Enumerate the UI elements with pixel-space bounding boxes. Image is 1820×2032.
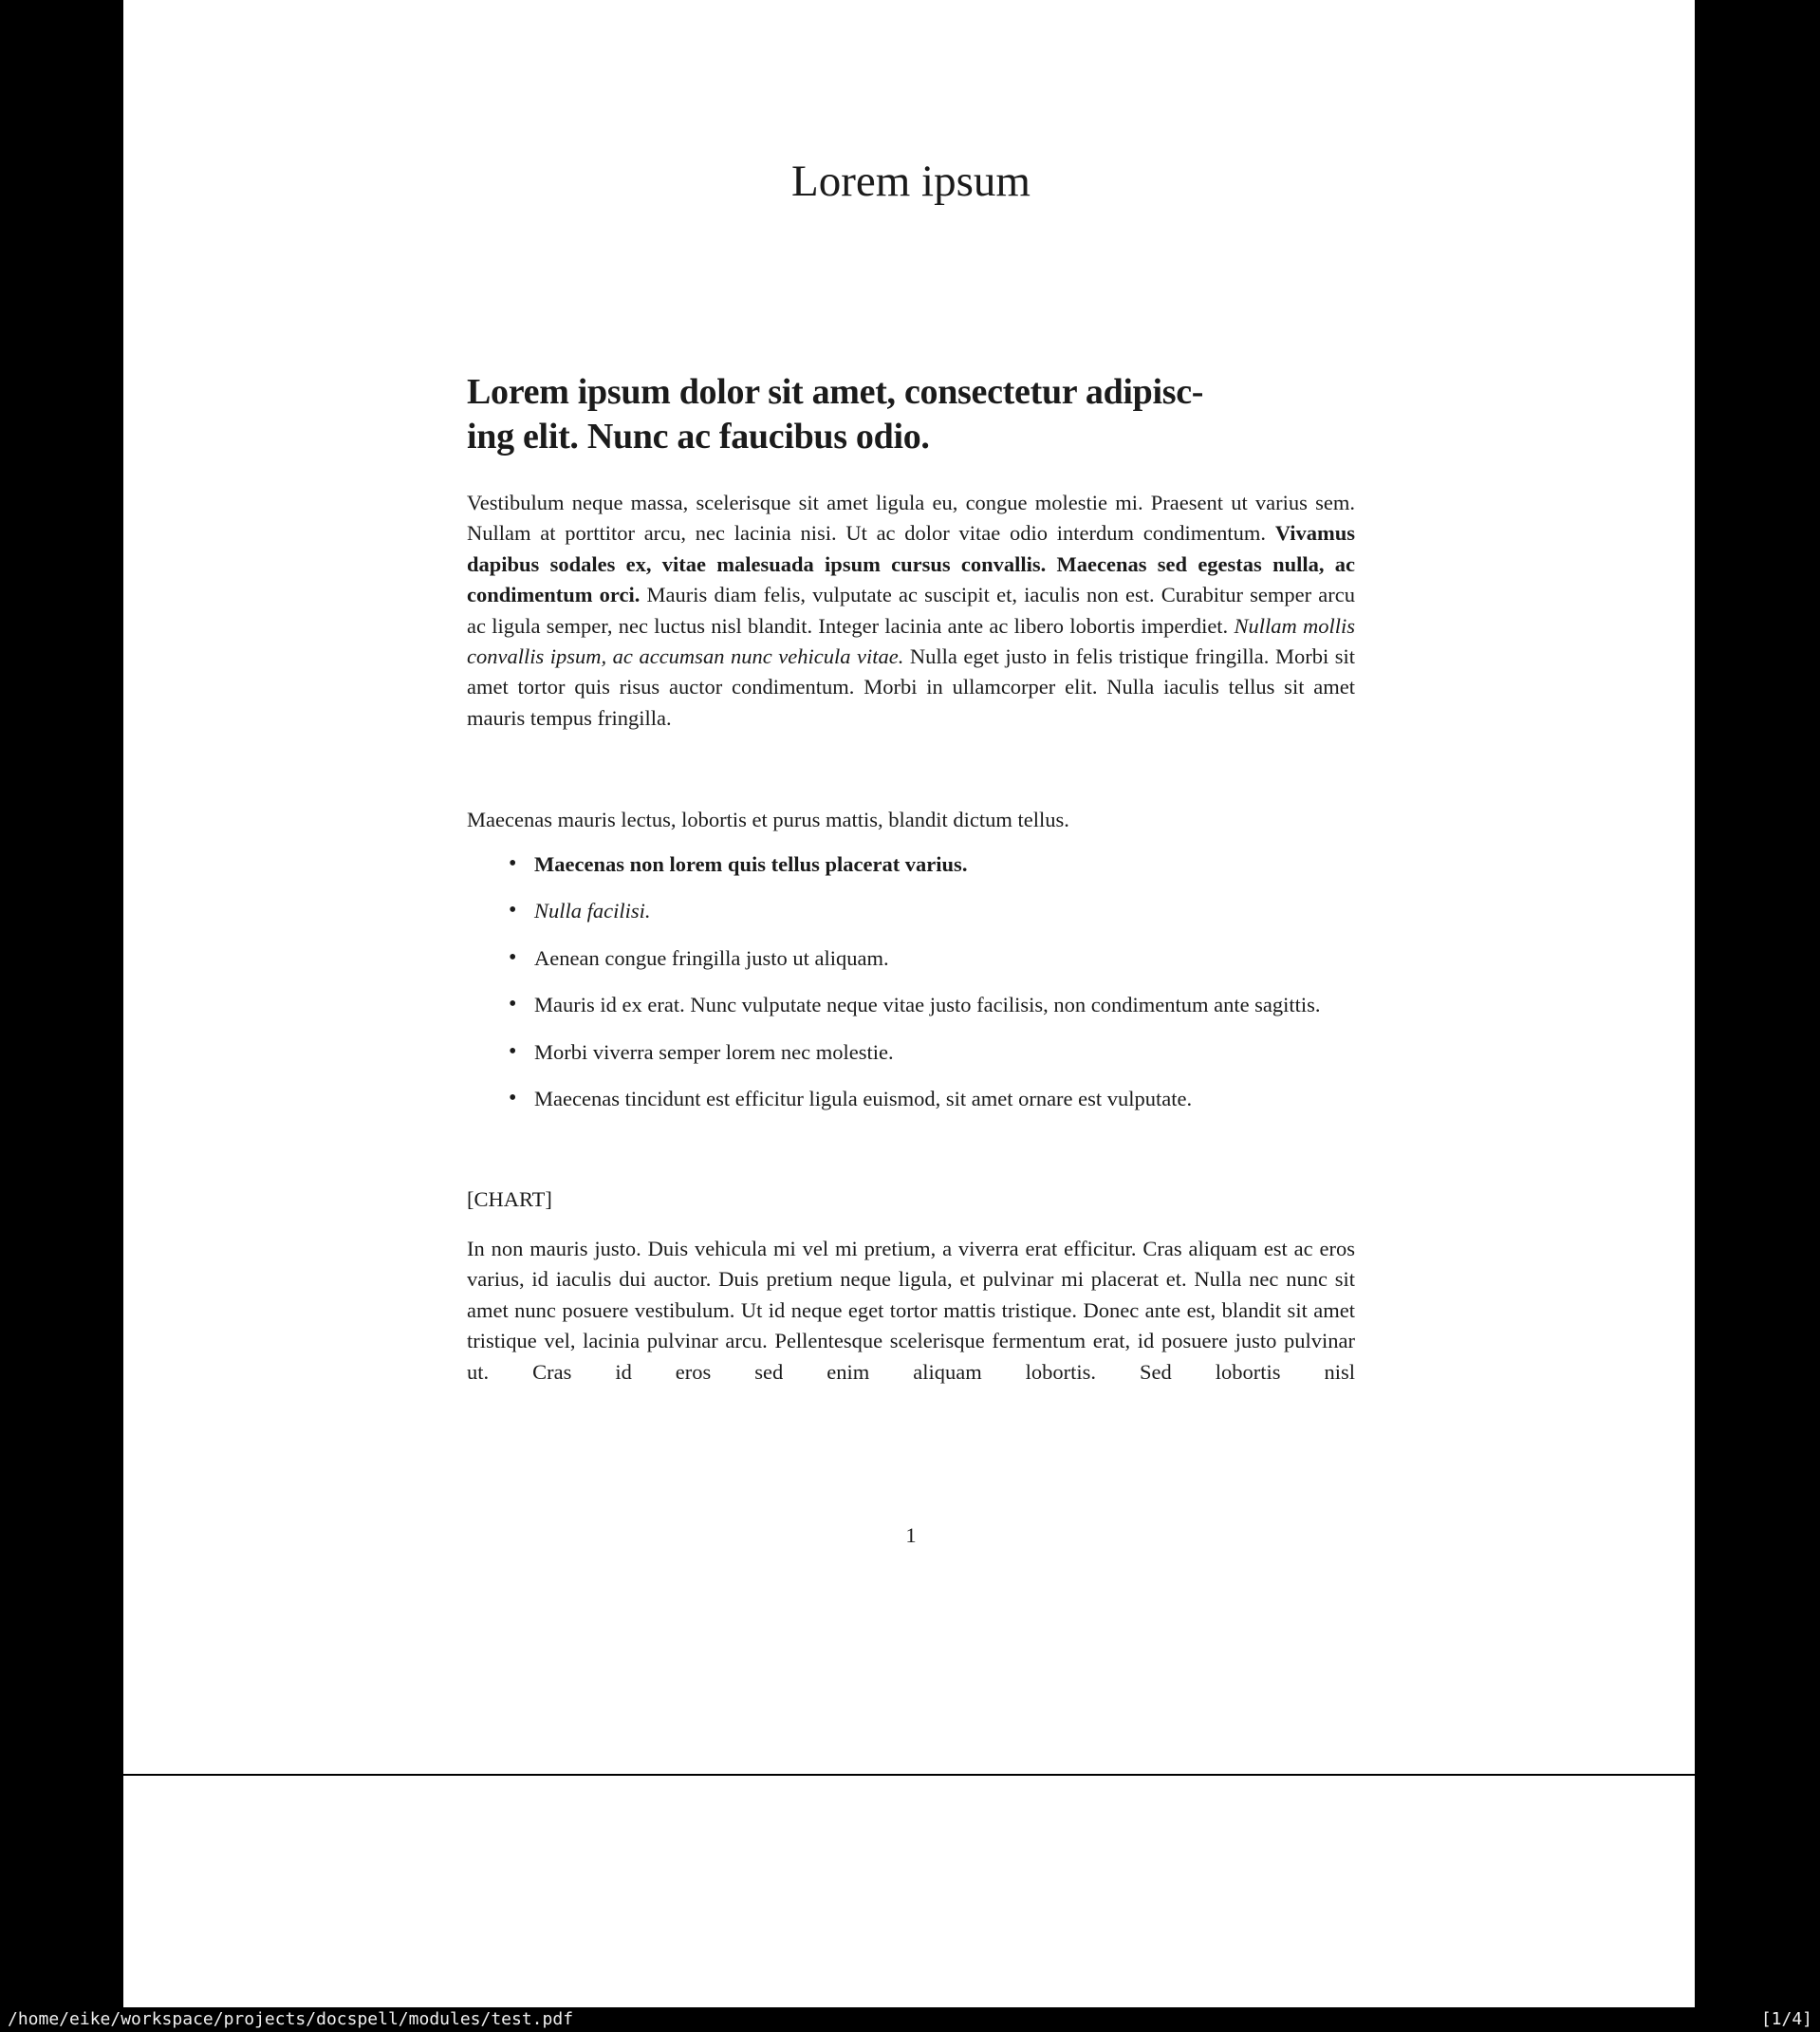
text-segment: Mauris diam felis, vulputate ac suscipit et, iaculis non est. Curabitur semper arcu ac ligula semper, nec luctus nisl blandit. Integer lacinia ante ac libero lobortis imperdiet.	[467, 583, 1356, 638]
text-segment: Nulla eget justo in felis tristique fringilla. Morbi sit amet tortor quis risus auctor condimentum. Morbi in ullamcorper elit. Nulla iaculis tellus sit amet mauris tempus fringilla.	[467, 644, 1355, 730]
text-segment: Vivamus dapibus sodales ex, vitae malesuada ipsum cursus convallis. Maecenas sed egestas nulla, ac condimentum orci.	[467, 521, 1355, 607]
text-segment: Nulla facilisi.	[534, 899, 651, 923]
text-segment: Maecenas non lorem quis tellus placerat varius.	[534, 852, 968, 876]
paragraph-2: Maecenas mauris lectus, lobortis et purus mattis, blandit dictum tellus.	[467, 808, 1069, 831]
list-item	[467, 849, 1355, 880]
text-segment: Morbi viverra semper lorem nec molestie.	[534, 1039, 894, 1064]
statusbar-page-indicator: [1/4]	[1760, 2009, 1812, 2029]
paragraph-1	[467, 488, 1355, 734]
text-segment: Aenean congue fringilla justo ut aliquam.	[534, 945, 889, 970]
chart-placeholder: [CHART]	[467, 1187, 552, 1211]
section-heading	[467, 370, 1355, 459]
document-title: Lorem ipsum	[791, 157, 1031, 206]
text-segment: Maecenas tincidunt est efficitur ligula euismod, sit amet ornare est vulputate.	[534, 1087, 1193, 1111]
list-item	[467, 990, 1355, 1020]
text-segment: Nullam mollis convallis ipsum, ac accumsan nunc vehicula vitae.	[467, 613, 1355, 669]
list-item	[467, 1037, 1355, 1068]
list-item	[467, 896, 1355, 926]
section-heading-line2: ing elit. Nunc ac faucibus odio.	[467, 417, 930, 457]
page-number: 1	[905, 1523, 917, 1547]
statusbar-file-path: /home/eike/workspace/projects/docspell/modules/test.pdf	[8, 2009, 574, 2029]
text-segment: Mauris id ex erat. Nunc vulputate neque vitae justo facilisis, non condimentum ante sagittis.	[534, 993, 1321, 1017]
text-segment: Vestibulum neque massa, scelerisque sit amet ligula eu, congue molestie mi. Praesent ut varius sem. Nullam at porttitor arcu, nec lacinia nisi. Ut ac dolor vitae odio interdum condimentum.	[467, 491, 1355, 546]
pdf-page-1[interactable]	[123, 0, 1695, 1774]
page-content	[467, 0, 1355, 1774]
bullet-list	[467, 849, 1355, 1130]
section-heading-line1: Lorem ipsum dolor sit amet, consectetur adipisc-	[467, 372, 1204, 412]
status-bar	[0, 2007, 1820, 2032]
pdf-page-2-partial[interactable]	[123, 1776, 1695, 2007]
list-item	[467, 943, 1355, 974]
list-item	[467, 1084, 1355, 1114]
paragraph-3: In non mauris justo. Duis vehicula mi vel mi pretium, a viverra erat efficitur. Cras aliquam est ac eros varius, id iaculis dui auctor. Duis pretium neque ligula, et pulvinar mi placerat et. Nulla nec nunc sit amet nunc posuere vestibulum. Ut id neque eget tortor mattis tristique. Donec ante est, blandit sit amet tristique vel, lacinia pulvinar arcu. Pellentesque scelerisque fermentum erat, id posuere justo pulvinar ut. Cras id eros sed enim aliquam lobortis. Sed lobortis nisl	[467, 1237, 1355, 1384]
